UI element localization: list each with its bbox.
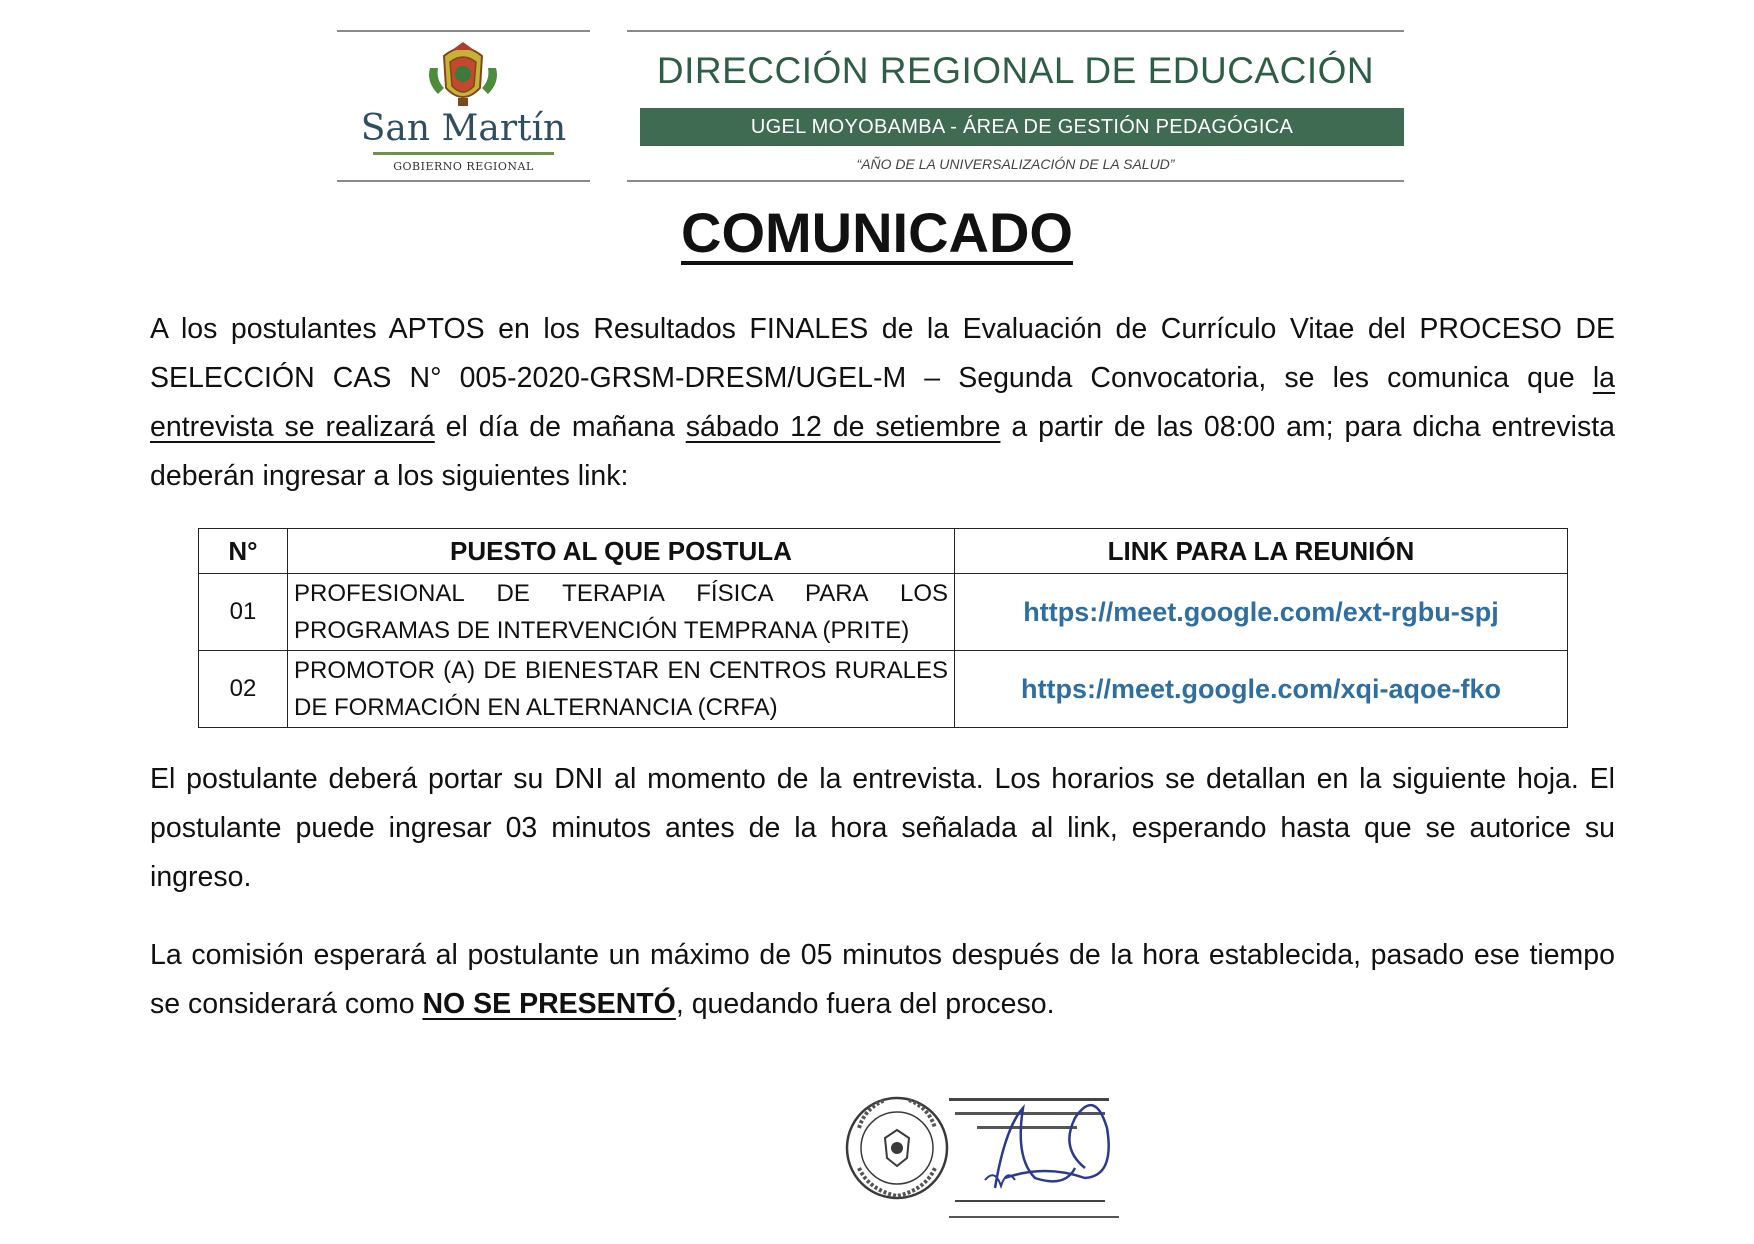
round-seal-icon — [845, 1068, 1165, 1240]
year-motto: “AÑO DE LA UNIVERSALIZACIÓN DE LA SALUD” — [856, 156, 1175, 172]
logo-rule — [373, 152, 554, 155]
meeting-link[interactable]: https://meet.google.com/ext-rgbu-spj — [955, 574, 1568, 651]
document-title — [0, 200, 1754, 265]
logo-title: San Martín — [360, 108, 567, 149]
coat-of-arms-icon — [422, 38, 504, 110]
row-position: PROFESIONAL DE TERAPIA FÍSICA PARA LOS PROGRAMAS DE INTERVENCIÓN TEMPRANA (PRITE) — [288, 574, 955, 651]
directorate-header — [627, 30, 1404, 182]
document-title-text: COMUNICADO — [681, 201, 1073, 264]
interview-date: sábado 12 de setiembre — [685, 411, 1001, 443]
table-header-row — [199, 529, 1568, 574]
table-row — [199, 574, 1568, 651]
intro-paragraph — [150, 305, 1615, 501]
official-stamp-signature — [845, 1068, 1165, 1240]
waiting-paragraph — [150, 931, 1615, 1029]
intro-text-3: a partir de las 08:00 am; para dicha entrevista deberán ingresar a los siguientes link: — [150, 411, 1616, 492]
header-position: PUESTO AL QUE POSTULA — [288, 529, 955, 574]
regional-logo — [337, 30, 590, 182]
row-number: 01 — [199, 574, 288, 651]
intro-text-1: A los postulantes APTOS en los Resultados FINALES de la Evaluación de Currículo Vitae del PROCESO DE SELECCIÓN CAS N° 005-2020-GRSM-DRESM/UGEL-M – Segunda Convocatoria, se les comunica que — [150, 313, 1615, 394]
table-row — [199, 651, 1568, 728]
row-number: 02 — [199, 651, 288, 728]
header-link: LINK PARA LA REUNIÓN — [955, 529, 1568, 574]
header-number: N° — [199, 529, 288, 574]
waiting-text-2: , quedando fuera del proceso. — [675, 988, 1055, 1020]
interview-notice: la entrevista se realizará — [150, 362, 1615, 443]
meeting-links-table — [198, 528, 1568, 728]
directorate-title: DIRECCIÓN REGIONAL DE EDUCACIÓN — [656, 50, 1375, 91]
meeting-link[interactable]: https://meet.google.com/xqi-aqoe-fko — [955, 651, 1568, 728]
logo-subtitle: GOBIERNO REGIONAL — [393, 160, 534, 173]
ugel-band: UGEL MOYOBAMBA - ÁREA DE GESTIÓN PEDAGÓGICA — [640, 108, 1404, 146]
no-show-emphasis: NO SE PRESENTÓ — [422, 988, 676, 1020]
intro-text-2: el día de mañana — [434, 411, 686, 443]
row-position: PROMOTOR (A) DE BIENESTAR EN CENTROS RURALES DE FORMACIÓN EN ALTERNANCIA (CRFA) — [288, 651, 955, 728]
waiting-text-1: La comisión esperará al postulante un máximo de 05 minutos después de la hora establecida, pasado ese tiempo se considerará como — [150, 939, 1615, 1020]
dni-paragraph: El postulante deberá portar su DNI al momento de la entrevista. Los horarios se detallan en la siguiente hoja. El postulante puede ingresar 03 minutos antes de la hora señalada al link, esperando hasta que se autorice su ingreso. — [150, 763, 1615, 893]
